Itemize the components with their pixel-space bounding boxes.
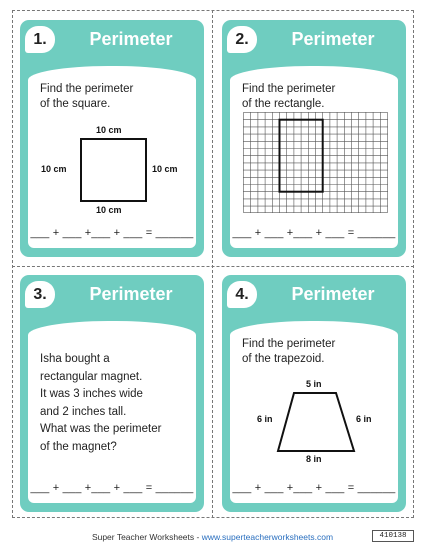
card-number: 2. [227,26,257,53]
card-number: 4. [227,281,257,308]
task-card-1 [20,20,204,257]
square-label-top: 10 cm [96,125,122,135]
answer-line: ___ + ___ +___ + ___ = ______ [232,482,396,494]
grid-figure [243,112,389,215]
worksheet-code: 410138 [372,530,414,542]
card-title: Perimeter [291,284,375,304]
footer-link[interactable]: www.superteacherworksheets.com [201,532,334,542]
footer-text: Super Teacher Worksheets - [91,532,202,542]
answer-line: ___ + ___ +___ + ___ = ______ [30,482,194,494]
square-label-left: 10 cm [41,164,67,174]
square-label-bottom: 10 cm [96,205,122,215]
square-figure [80,138,147,202]
card-number: 3. [25,281,55,308]
task-card-4 [222,275,406,512]
trapezoid-label-top: 5 in [306,379,322,389]
trapezoid-label-left: 6 in [257,414,273,424]
card-panel [28,66,196,248]
card-title: Perimeter [89,284,173,304]
trapezoid-label-bottom: 8 in [306,454,322,464]
card-panel [28,321,196,503]
card-title: Perimeter [89,29,173,49]
question-text: Find the perimeter of the rectangle. [242,83,336,110]
card-title: Perimeter [291,29,375,49]
word-problem-text: Isha bought a rectangular magnet. It was 3 inches wide and 2 inches tall. What was the perimeter of the magnet? [40,353,162,453]
trapezoid-figure [266,391,366,457]
task-card-2 [222,20,406,257]
task-card-3 [20,275,204,512]
card-panel [230,66,398,248]
square-label-right: 10 cm [152,164,178,174]
cut-line-horizontal [12,266,414,267]
answer-line: ___ + ___ +___ + ___ = ______ [232,227,396,239]
question-text: Find the perimeter of the trapezoid. [242,338,336,365]
card-panel [230,321,398,503]
question-text: Find the perimeter of the square. [40,83,134,110]
card-number: 1. [25,26,55,53]
cut-line-vertical [212,10,213,518]
footer [0,532,425,542]
trapezoid-label-right: 6 in [356,414,372,424]
answer-line: ___ + ___ +___ + ___ = ______ [30,227,194,239]
